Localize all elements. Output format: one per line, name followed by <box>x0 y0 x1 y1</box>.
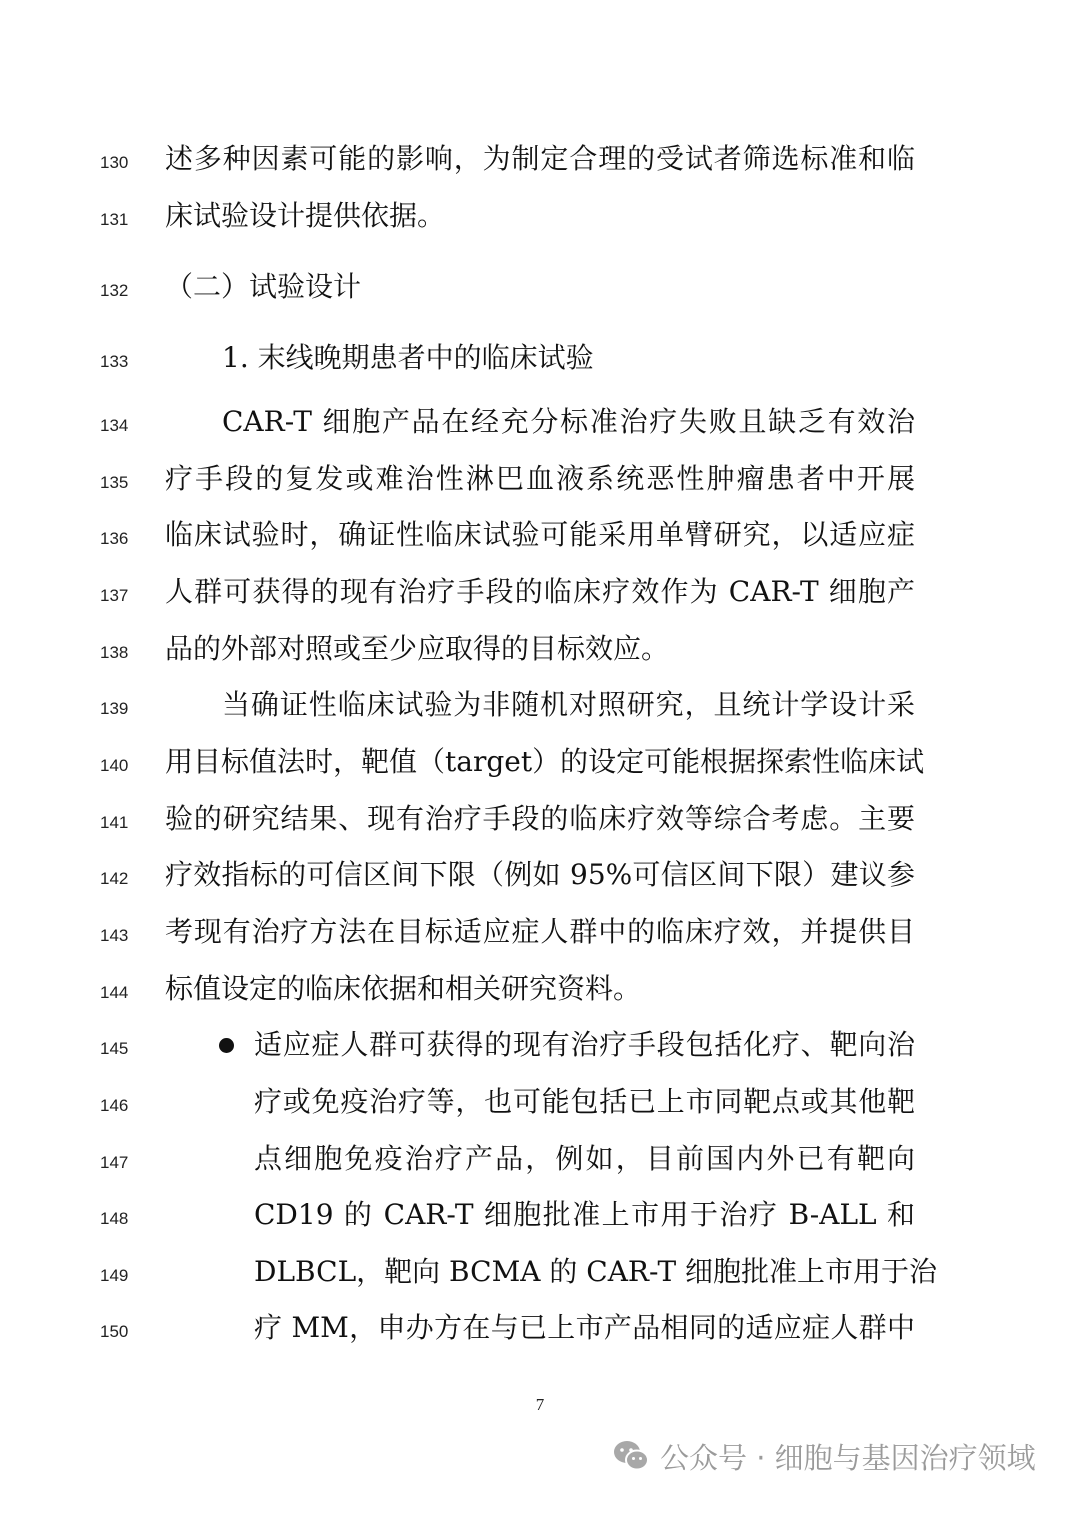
watermark-text: 公众号 · 细胞与基因治疗领域 <box>660 1440 1036 1475</box>
line-number: 150 <box>100 1322 129 1341</box>
subsection-heading: 1. 末线晚期患者中的临床试验 <box>222 341 594 374</box>
line-number: 138 <box>100 643 129 662</box>
line-number: 139 <box>100 699 129 718</box>
line-number: 149 <box>100 1266 129 1285</box>
bullet-text-line: 疗或免疫治疗等，也可能包括已上市同靶点或其他靶 <box>254 1085 915 1118</box>
line-number: 140 <box>100 756 129 775</box>
bullet-text-line: 点细胞免疫治疗产品，例如，目前国内外已有靶向 <box>254 1142 915 1175</box>
line-number: 147 <box>100 1153 129 1172</box>
line-number: 133 <box>100 352 129 371</box>
line-number: 143 <box>100 926 129 945</box>
body-text-line: 验的研究结果、现有治疗手段的临床疗效等综合考虑。主要 <box>165 802 915 835</box>
line-number: 148 <box>100 1209 129 1228</box>
body-text-line: 述多种因素可能的影响，为制定合理的受试者筛选标准和临 <box>165 142 915 175</box>
line-number: 145 <box>100 1039 129 1058</box>
line-number: 130 <box>100 153 129 172</box>
line-number: 134 <box>100 416 129 435</box>
line-number: 131 <box>100 210 129 229</box>
line-number: 137 <box>100 586 129 605</box>
line-number: 132 <box>100 281 129 300</box>
body-text-line: 临床试验时，确证性临床试验可能采用单臂研究，以适应症 <box>165 518 915 551</box>
line-number: 141 <box>100 813 129 832</box>
bullet-text-line: CD19 的 CAR-T 细胞批准上市用于治疗 B-ALL 和 <box>254 1198 915 1231</box>
body-text-line: 人群可获得的现有治疗手段的临床疗效作为 CAR-T 细胞产 <box>165 575 915 608</box>
section-heading: （二）试验设计 <box>165 270 362 303</box>
bullet-text-line: 适应症人群可获得的现有治疗手段包括化疗、靶向治 <box>254 1028 915 1061</box>
body-text-line: CAR-T 细胞产品在经充分标准治疗失败且缺乏有效治 <box>222 405 915 438</box>
body-text-line: 当确证性临床试验为非随机对照研究，且统计学设计采 <box>222 688 915 721</box>
bullet-icon <box>219 1038 234 1053</box>
line-number: 136 <box>100 529 129 548</box>
body-text-line: 品的外部对照或至少应取得的目标效应。 <box>165 632 670 665</box>
wechat-icon <box>612 1439 650 1473</box>
body-text-line: 用目标值法时，靶值（target）的设定可能根据探索性临床试 <box>165 745 925 778</box>
page-number: 7 <box>535 1395 545 1414</box>
body-text-line: 考现有治疗方法在目标适应症人群中的临床疗效，并提供目 <box>165 915 915 948</box>
watermark <box>612 1434 1036 1478</box>
line-number: 142 <box>100 869 129 888</box>
body-text-line: 标值设定的临床依据和相关研究资料。 <box>165 972 642 1005</box>
line-number: 144 <box>100 983 129 1002</box>
line-number: 135 <box>100 473 129 492</box>
body-text-line: 疗手段的复发或难治性淋巴血液系统恶性肿瘤患者中开展 <box>165 462 915 495</box>
body-text-line: 床试验设计提供依据。 <box>165 199 446 232</box>
line-number: 146 <box>100 1096 129 1115</box>
body-text-line: 疗效指标的可信区间下限（例如 95%可信区间下限）建议参 <box>165 858 915 891</box>
bullet-text-line: 疗 MM，申办方在与已上市产品相同的适应症人群中 <box>254 1311 915 1344</box>
bullet-text-line: DLBCL，靶向 BCMA 的 CAR-T 细胞批准上市用于治 <box>254 1255 938 1288</box>
